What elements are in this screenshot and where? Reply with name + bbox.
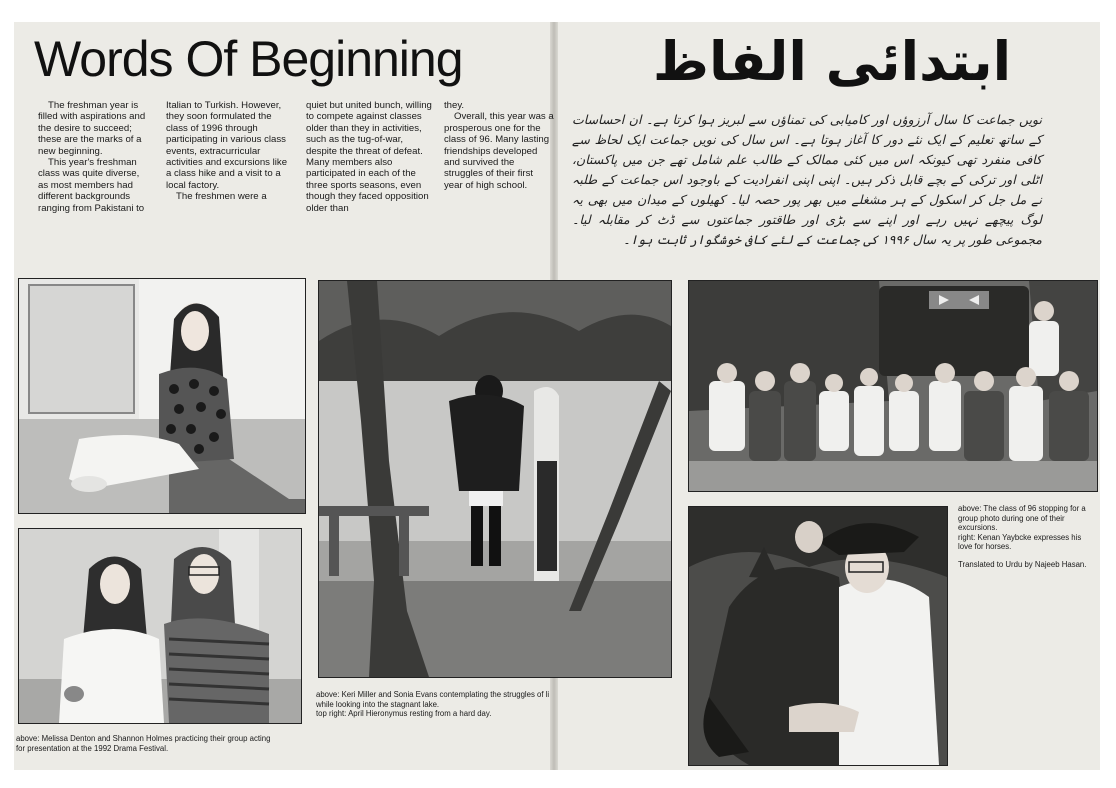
caption-line: top right: April Hieronymus resting from a hard day. <box>316 709 492 719</box>
photo-class-group <box>688 280 1098 492</box>
caption-right <box>958 504 1090 570</box>
photo-drama-festival-image <box>19 529 301 723</box>
photo-girl-sitting-image <box>19 279 305 513</box>
photo-girl-sitting <box>18 278 306 514</box>
article-paragraph: Italian to Turkish. However, they soon formulated the class of 1996 through participating in various class events, extracurricular activities and excursions like a class hike and a visit to a local factory. <box>166 100 288 191</box>
photo-lake <box>318 280 672 678</box>
page-title-urdu: ابتدائی الفاظ <box>652 30 1012 93</box>
article-paragraph: they. <box>444 100 465 111</box>
photo-boy-with-horse <box>688 506 948 766</box>
article-column-4 <box>444 100 554 191</box>
article-column-1 <box>38 100 150 214</box>
article-paragraph: This year's freshman class was quite diverse, as most members had different backgrounds ranging from Pakistani to <box>38 157 145 214</box>
caption-lake <box>316 690 549 719</box>
article-paragraph: The freshman year is filled with aspirations and the desire to succeed; these are the marks of a new beginning. <box>38 100 146 157</box>
caption-line: above: Melissa Denton and Shannon Holmes practicing their group acting <box>16 734 271 743</box>
caption-group-photo: above: The class of 96 stopping for a group photo during one of their excursions. <box>958 504 1086 533</box>
article-column-2 <box>166 100 294 203</box>
caption-horse: right: Kenan Yaybcke expresses his love for horses. <box>958 532 1082 552</box>
caption-drama <box>16 734 270 753</box>
photo-class-group-image <box>689 281 1097 491</box>
caption-line: while looking into the stagnant lake. <box>316 699 440 709</box>
photo-lake-image <box>319 281 671 677</box>
article-paragraph: quiet but united bunch, willing to compete against classes older than they in activities, such as the tug-of-war, despite the threat of defeat. Many members also participated in each of the three sports seasons, even though they faced opposition older than <box>306 100 432 214</box>
caption-line: above: Keri Miller and Sonia Evans contemplating the struggles of li <box>316 690 550 699</box>
photo-drama-festival <box>18 528 302 724</box>
page-title-english: Words Of Beginning <box>34 31 463 87</box>
article-urdu: نویں جماعت کا سال آرزوؤں اور کامیابی کی تمناؤں سے لبریز ہوا کرتا ہے۔ ان احساسات کے ساتھ تعلیم کے ایک نئے دور کا آغاز ہوتا ہے۔ اس سال کی نویں جماعت ایک لحاظ سے کافی منفرد تھی کیونکہ اس میں کئی ممالک کے طالب علم شامل تھے جن میں پاکستان، اٹلی اور ترکی کے بچے قابل ذکر ہیں۔ اپنی اپنی انفرادیت کے باوجود اس جماعت کے طلبہ نے مل جل کر اسکول کے ہر مشغلے میں بھر پور حصہ لیا۔ کھیلوں کے میدان میں بھی یہ لوگ پیچھے نہیں رہے اور اپنے سے بڑی اور طاقتور جماعتوں سے ڈٹ کر مقابلہ لیا۔ مجموعی طور پر یہ سال ۱۹۹۶ کی جماعت کے لئے کافی خوشگوار ثابت ہوا۔ <box>572 112 1042 247</box>
caption-line: for presentation at the 1992 Drama Festival. <box>16 743 169 753</box>
article-column-3 <box>306 100 432 214</box>
article-paragraph: The freshmen were a <box>176 191 267 203</box>
caption-translator: Translated to Urdu by Najeeb Hasan. <box>958 559 1087 569</box>
photo-boy-with-horse-image <box>689 507 947 765</box>
article-paragraph: Overall, this year was a prosperous one for the class of 96. Many lasting friendships developed and survived the struggles of their first year of high school. <box>444 111 554 191</box>
